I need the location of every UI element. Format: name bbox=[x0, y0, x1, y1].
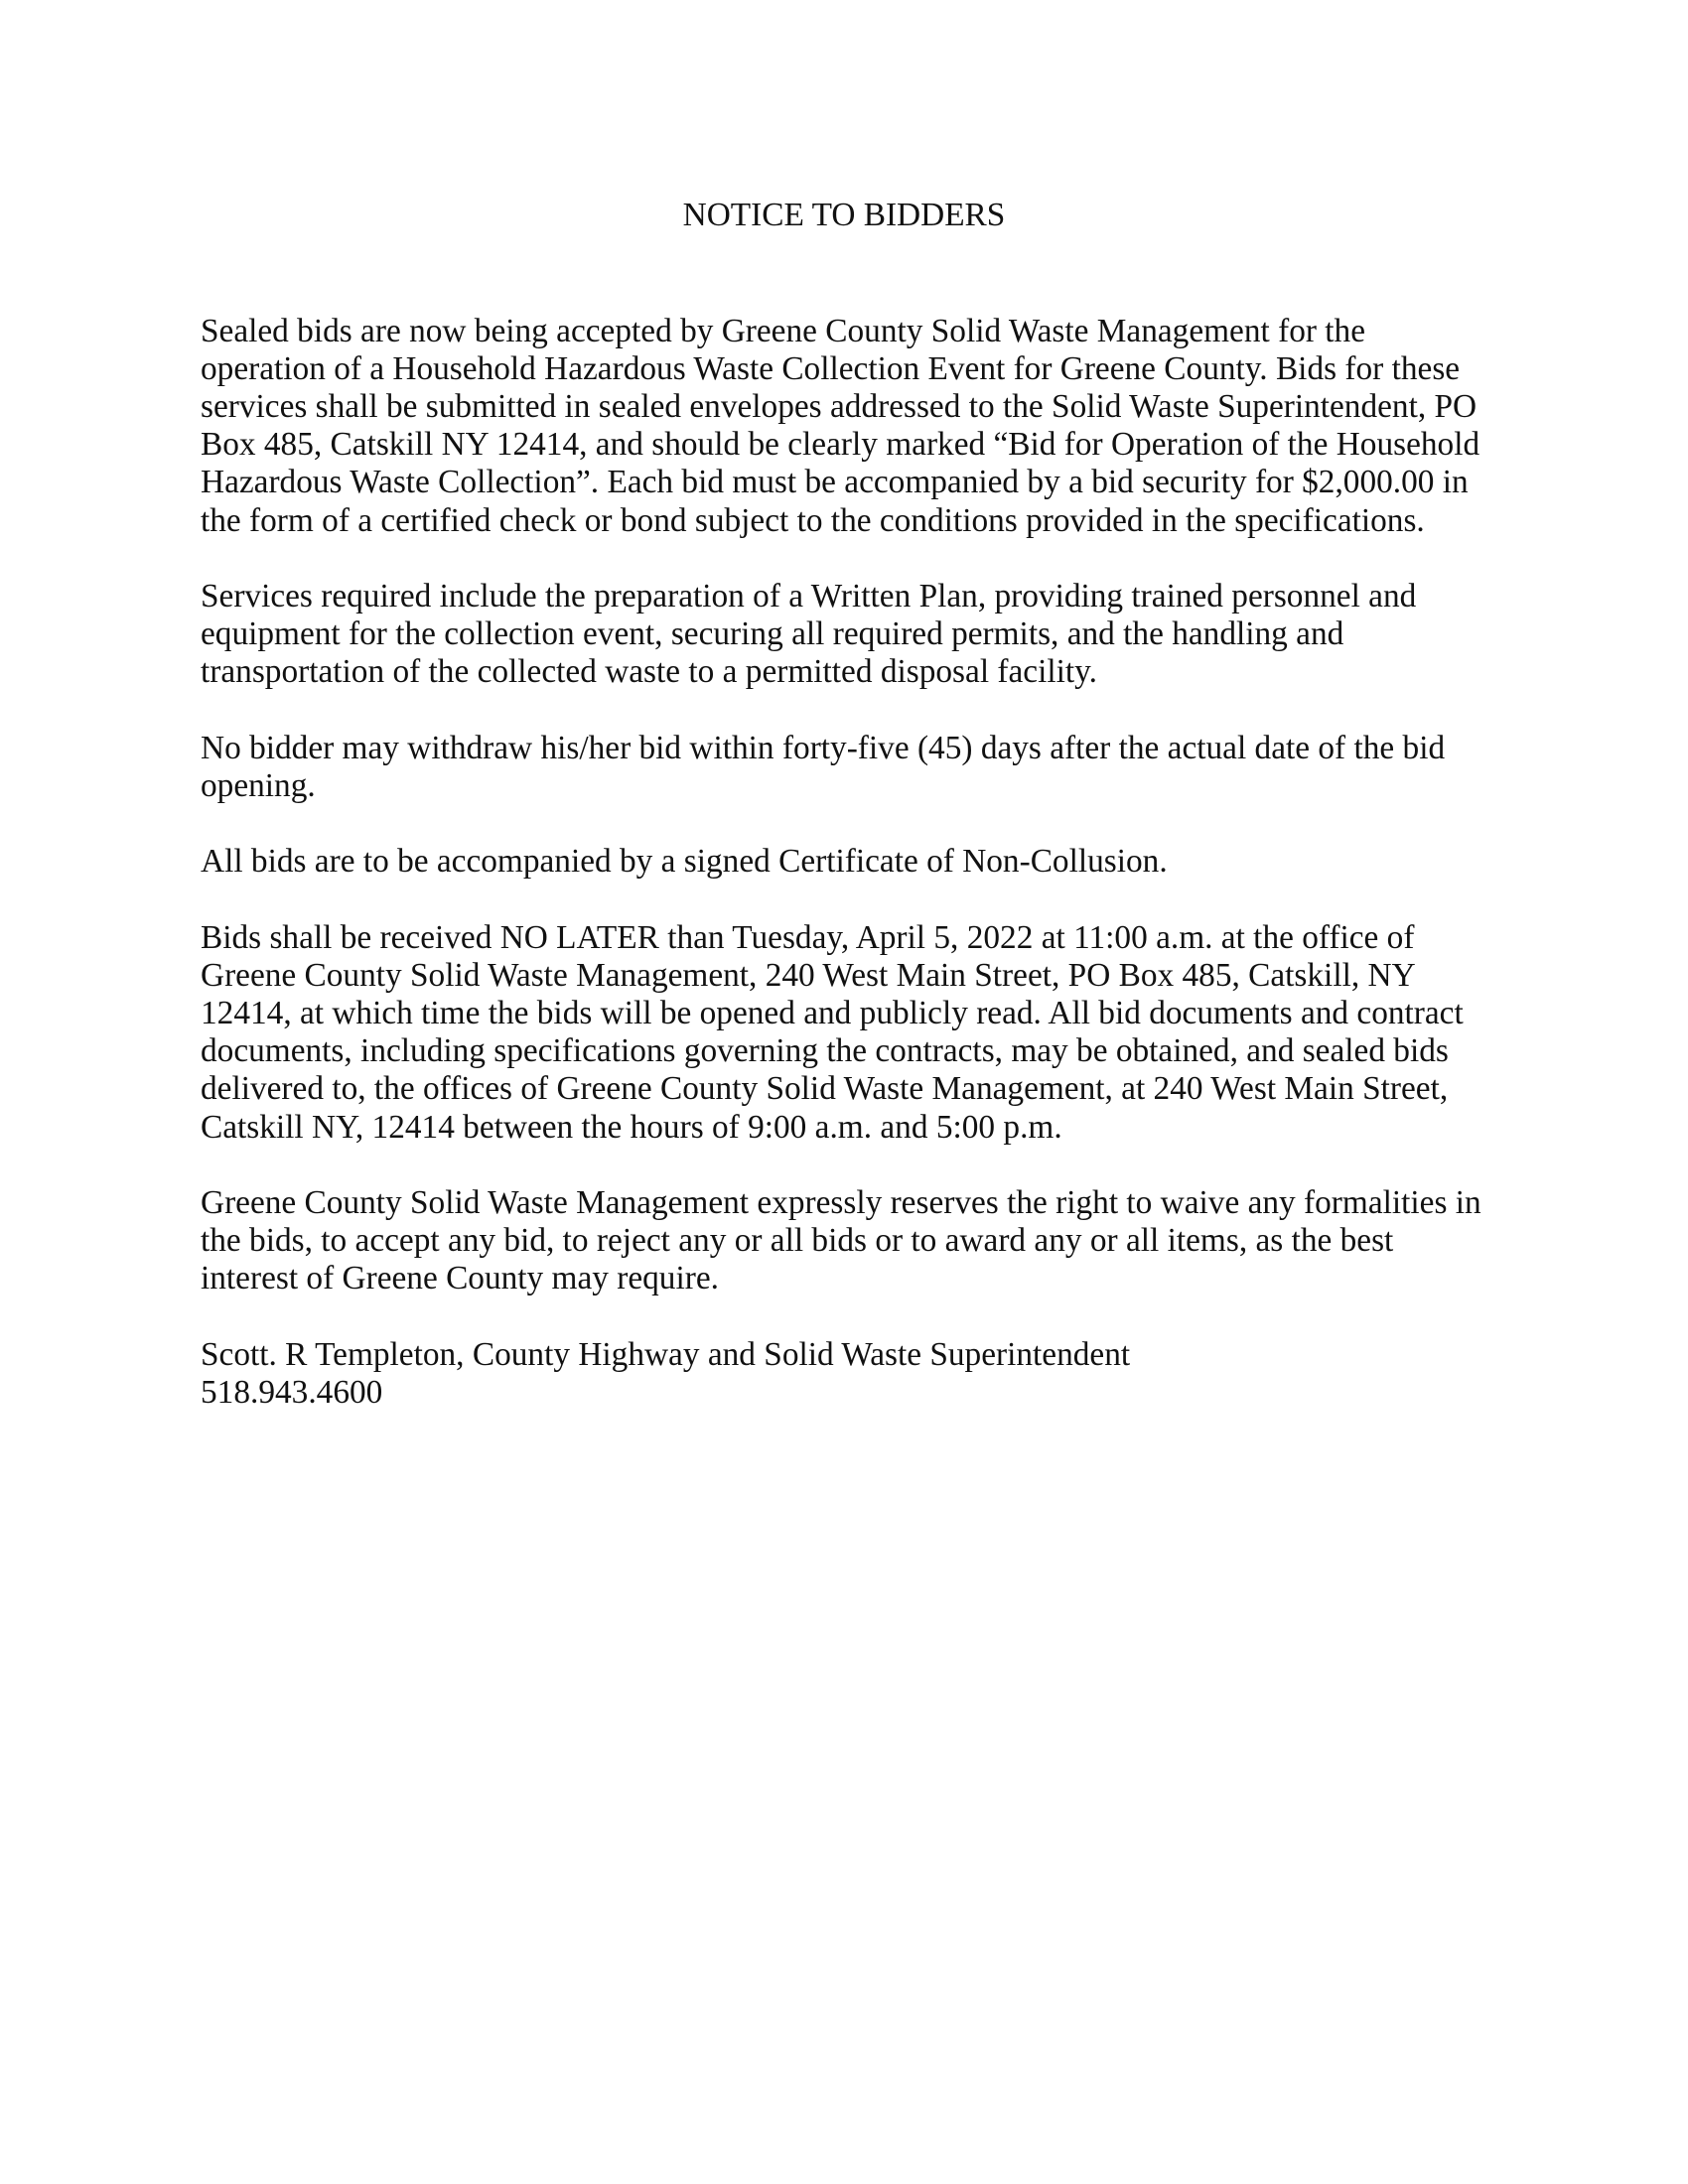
text-line: Services required include the preparation of a Written Plan, providing trained personnel and bbox=[201, 577, 1417, 614]
text-line: interest of Greene County may require. bbox=[201, 1260, 719, 1297]
text-line: Greene County Solid Waste Management expressly reserves the right to waive any formalities in bbox=[201, 1183, 1481, 1221]
text-line: Box 485, Catskill NY 12414, and should be clearly marked “Bid for Operation of the Household bbox=[201, 426, 1480, 464]
text-line: All bids are to be accompanied by a signed Certificate of Non-Collusion. bbox=[201, 843, 1168, 881]
text-line: Sealed bids are now being accepted by Greene County Solid Waste Management for the bbox=[201, 312, 1366, 349]
text-line: the form of a certified check or bond subject to the conditions provided in the specifications. bbox=[201, 501, 1425, 539]
text-line: 12414, at which time the bids will be opened and publicly read. All bid documents and contract bbox=[201, 994, 1464, 1031]
text-line: the bids, to accept any bid, to reject any or all bids or to award any or all items, as the best bbox=[201, 1222, 1394, 1260]
text-line: delivered to, the offices of Greene County Solid Waste Management, at 240 West Main Street, bbox=[201, 1070, 1449, 1108]
text-line: Bids shall be received NO LATER than Tuesday, April 5, 2022 at 11:00 a.m. at the office of bbox=[201, 918, 1415, 956]
text-line: Catskill NY, 12414 between the hours of 9:00 a.m. and 5:00 p.m. bbox=[201, 1108, 1062, 1146]
text-line: No bidder may withdraw his/her bid within forty-five (45) days after the actual date of the bid bbox=[201, 729, 1446, 766]
signature-block bbox=[201, 1336, 1491, 1412]
text-line: Greene County Solid Waste Management, 240 West Main Street, PO Box 485, Catskill, NY bbox=[201, 956, 1416, 994]
text-line: opening. bbox=[201, 766, 316, 804]
text-line: operation of a Household Hazardous Waste Collection Event for Greene County. Bids for these bbox=[201, 349, 1461, 387]
text-line: transportation of the collected waste to a permitted disposal facility. bbox=[201, 653, 1097, 691]
paragraph-withdrawal bbox=[201, 730, 1491, 805]
paragraph-services-required bbox=[201, 578, 1491, 692]
paragraph-non-collusion bbox=[201, 843, 1491, 881]
document-body bbox=[201, 313, 1491, 1412]
paragraph-bid-acceptance bbox=[201, 313, 1491, 540]
paragraph-reservation-of-rights bbox=[201, 1184, 1491, 1298]
signature-name-title: Scott. R Templeton, County Highway and Solid Waste Superintendent bbox=[201, 1335, 1131, 1373]
text-line: services shall be submitted in sealed envelopes addressed to the Solid Waste Superintendent, PO bbox=[201, 387, 1477, 425]
document-title: NOTICE TO BIDDERS bbox=[682, 196, 1006, 233]
signature-phone: 518.943.4600 bbox=[201, 1373, 383, 1411]
text-line: documents, including specifications governing the contracts, may be obtained, and sealed bids bbox=[201, 1032, 1449, 1070]
paragraph-deadline bbox=[201, 919, 1491, 1147]
text-line: Hazardous Waste Collection”. Each bid must be accompanied by a bid security for $2,000.00 in bbox=[201, 464, 1469, 501]
text-line: equipment for the collection event, securing all required permits, and the handling and bbox=[201, 615, 1344, 653]
